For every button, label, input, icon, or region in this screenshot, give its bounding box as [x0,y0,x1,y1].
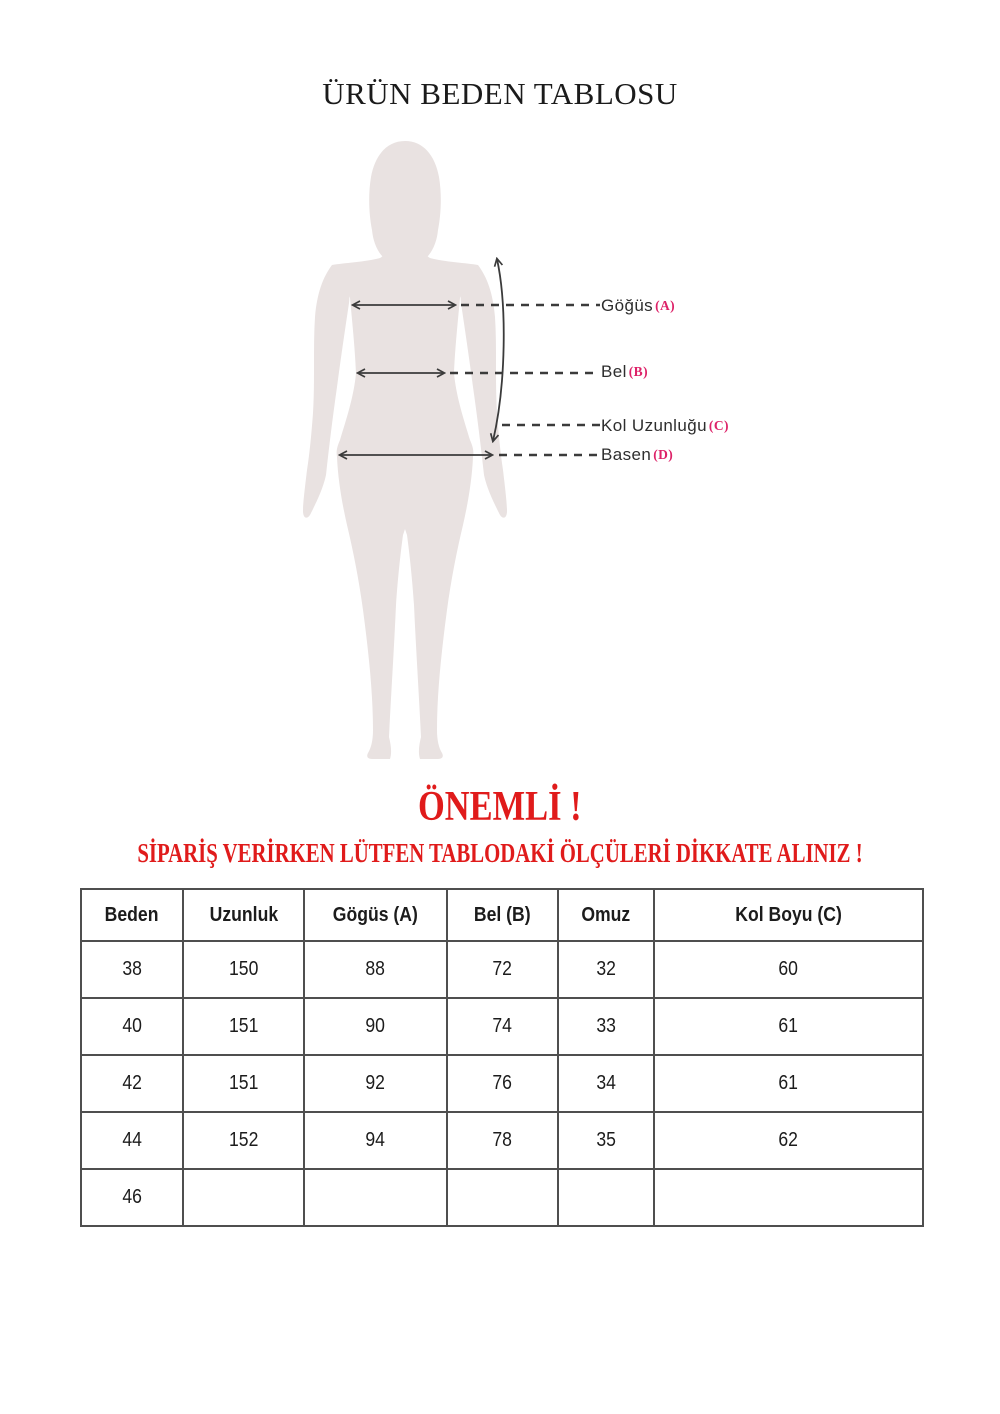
cell-text: 38 [122,958,142,980]
cell-text: 94 [365,1129,386,1151]
table-row [81,1169,923,1226]
label-hip-letter: (D) [653,447,674,462]
table-cell [81,1112,183,1169]
cell-text: 151 [228,1015,259,1037]
table-row [81,1112,923,1169]
size-table-header-row [81,889,923,941]
table-cell [447,1055,558,1112]
table-cell [81,1055,183,1112]
cell-text: 33 [596,1015,616,1037]
label-waist-text: Bel [601,362,627,381]
important-heading-text: ÖNEMLİ ! [418,784,582,830]
header-uzunluk-text: Uzunluk [209,903,278,926]
cell-text: 74 [492,1015,513,1037]
label-waist-letter: (B) [628,364,648,379]
header-beden [81,889,183,941]
table-cell [183,998,304,1055]
page-title: ÜRÜN BEDEN TABLOSU [322,76,678,111]
header-omuz-text: Omuz [581,903,631,926]
label-sleeve-text: Kol Uzunluğu [601,416,707,435]
header-beden-text: Beden [105,903,159,926]
label-chest [601,296,675,316]
silhouette-body [332,233,478,759]
important-warning [0,838,1000,869]
table-row [81,1055,923,1112]
cell-text: 62 [778,1129,799,1151]
table-row [81,941,923,998]
cell-text: 150 [228,958,259,980]
table-cell [447,941,558,998]
table-cell [558,1112,654,1169]
cell-text: 90 [365,1015,386,1037]
label-chest-text: Göğüs [601,296,654,315]
cell-text: 76 [492,1072,513,1094]
header-kol-boyu [654,889,923,941]
table-cell [304,1112,447,1169]
header-omuz [558,889,654,941]
table-cell [654,1169,923,1226]
header-gogus-text: Gögüs (A) [332,903,419,926]
header-uzunluk [183,889,304,941]
header-bel [447,889,558,941]
size-table [80,888,924,1227]
table-cell [447,1169,558,1226]
label-hip [601,445,673,465]
cell-text: 78 [492,1129,513,1151]
label-waist [601,362,648,382]
label-sleeve-letter: (C) [708,418,729,433]
cell-text: 152 [228,1129,259,1151]
header-kol-boyu-text: Kol Boyu (C) [735,903,842,926]
header-gogus [304,889,447,941]
cell-text: 42 [122,1072,142,1094]
table-cell [81,1169,183,1226]
table-cell [447,1112,558,1169]
cell-text: 88 [365,958,386,980]
body-measurement-diagram [295,135,600,765]
table-cell [81,998,183,1055]
important-warning-text: SİPARİŞ VERİRKEN LÜTFEN TABLODAKİ ÖLÇÜLERİ DİKKATE ALINIZ ! [137,838,863,868]
cell-text: 35 [596,1129,616,1151]
table-cell [558,998,654,1055]
table-cell [558,1055,654,1112]
cell-text: 46 [122,1186,142,1208]
table-cell [654,1055,923,1112]
table-cell [183,1055,304,1112]
table-cell [183,1112,304,1169]
cell-text: 61 [778,1015,799,1037]
table-cell [304,998,447,1055]
cell-text: 40 [122,1015,142,1037]
table-cell [654,941,923,998]
table-cell [183,1169,304,1226]
cell-text: 44 [122,1129,142,1151]
table-cell [558,941,654,998]
important-heading [0,783,1000,831]
table-cell [183,941,304,998]
table-row [81,998,923,1055]
cell-text: 151 [228,1072,259,1094]
cell-text: 32 [596,958,616,980]
label-sleeve [601,416,729,436]
table-cell [304,1169,447,1226]
cell-text: 34 [596,1072,616,1094]
table-cell [447,998,558,1055]
table-cell [654,998,923,1055]
cell-text: 72 [492,958,513,980]
table-cell [654,1112,923,1169]
table-cell [558,1169,654,1226]
cell-text: 92 [365,1072,386,1094]
cell-text: 60 [778,958,799,980]
cell-text: 61 [778,1072,799,1094]
table-cell [304,941,447,998]
header-bel-text: Bel (B) [474,903,531,926]
label-hip-text: Basen [601,445,652,464]
table-cell [81,941,183,998]
label-chest-letter: (A) [655,298,676,313]
table-cell [304,1055,447,1112]
